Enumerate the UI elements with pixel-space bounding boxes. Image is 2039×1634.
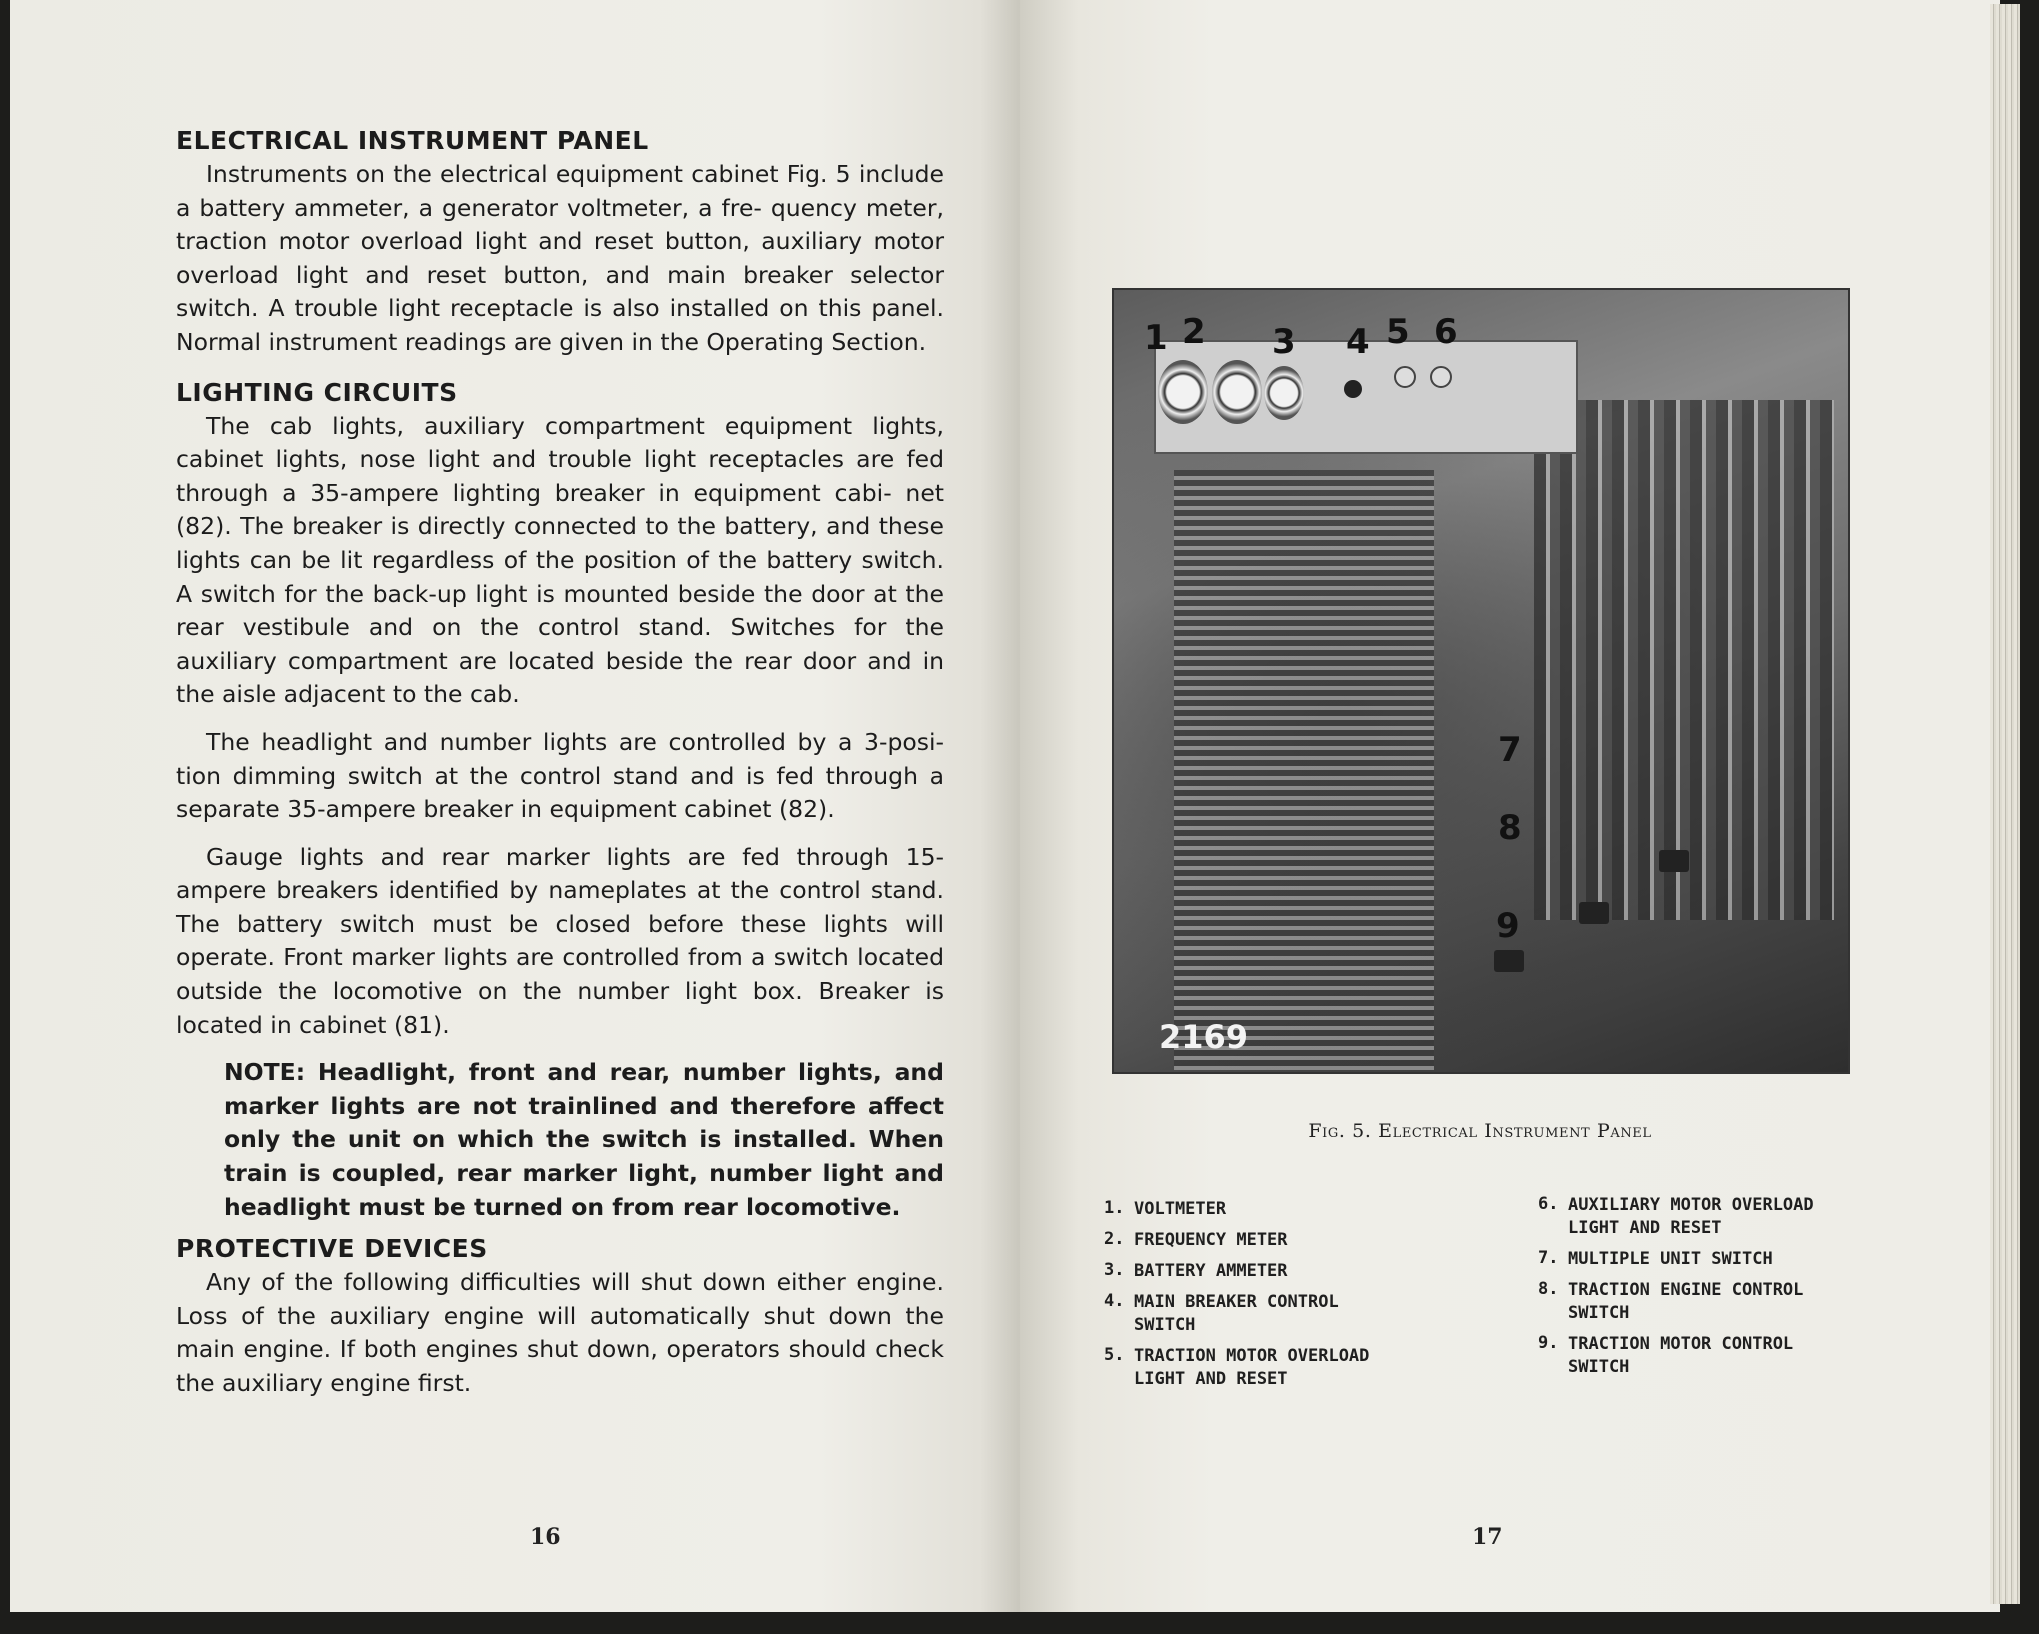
section-paragraph: Any of the following difficulties will shut down either engine. Loss of the auxiliary engine will automatically shut down the main engine. If both engines shut down, operators should check the auxiliary engine first. (176, 1268, 944, 1397)
light-icon (1394, 366, 1416, 388)
legend-label: MULTIPLE UNIT SWITCH (1568, 1249, 1773, 1269)
legend-label: AUXILIARY MOTOR OVERLOAD LIGHT AND RESET (1568, 1195, 1814, 1238)
section-heading: PROTECTIVE DEVICES (176, 1234, 488, 1264)
legend-label: TRACTION MOTOR OVERLOAD LIGHT AND RESET (1134, 1346, 1370, 1389)
legend-item (1104, 1345, 1504, 1391)
legend-label: VOLTMETER (1134, 1199, 1227, 1219)
page-edges (1990, 4, 2020, 1604)
knob-icon (1344, 380, 1362, 398)
section-paragraph: Instruments on the electrical equipment cabinet Fig. 5 include a battery ammeter, a generator voltmeter, a fre- quency meter, traction motor overload light and reset button, auxiliary motor overload light and reset button, and main breaker selector switch. A trouble light receptacle is also installed on this panel. Normal instrument readings are given in the Operating Section. (176, 160, 944, 356)
legend-number: 5. (1104, 1345, 1125, 1365)
legend-label: BATTERY AMMETER (1134, 1261, 1288, 1281)
callout-label: 6 (1434, 312, 1458, 352)
legend-item (1104, 1291, 1504, 1337)
page-number-left: 16 (530, 1524, 561, 1550)
legend-left (1104, 1198, 1504, 1399)
electrical-panel-photo (1112, 288, 1850, 1074)
legend-label: FREQUENCY METER (1134, 1230, 1288, 1250)
figure-caption: Fig. 5. Electrical Instrument Panel (1308, 1120, 1652, 1142)
legend-number: 7. (1538, 1248, 1559, 1268)
legend-item (1538, 1194, 1898, 1240)
photo-detail (1174, 470, 1434, 1070)
switch-icon (1659, 850, 1689, 872)
light-icon (1430, 366, 1452, 388)
legend-number: 6. (1538, 1194, 1559, 1214)
callout-label: 1 (1144, 318, 1168, 358)
legend-item (1104, 1198, 1504, 1221)
callout-label: 2 (1182, 312, 1206, 352)
callout-label: 7 (1498, 730, 1522, 770)
gauge-icon (1158, 360, 1208, 424)
switch-icon (1494, 950, 1524, 972)
photo-detail (1534, 400, 1834, 920)
legend-item (1104, 1229, 1504, 1252)
legend-number: 2. (1104, 1229, 1125, 1249)
section-heading: ELECTRICAL INSTRUMENT PANEL (176, 126, 649, 155)
legend-item (1538, 1279, 1898, 1325)
photo-id: 2169 (1159, 1018, 1249, 1056)
callout-label: 8 (1498, 808, 1522, 848)
page-number-right: 17 (1472, 1524, 1503, 1550)
legend-label: TRACTION ENGINE CONTROL SWITCH (1568, 1280, 1804, 1323)
callout-label: 3 (1272, 322, 1296, 362)
legend-number: 3. (1104, 1260, 1125, 1280)
legend-number: 8. (1538, 1279, 1559, 1299)
legend-label: TRACTION MOTOR CONTROL SWITCH (1568, 1334, 1794, 1377)
callout-label: 5 (1386, 312, 1410, 352)
legend-number: 1. (1104, 1198, 1125, 1218)
section-paragraph: The headlight and number lights are controlled by a 3-posi- tion dimming switch at the control stand and is fed through a separate 35-ampere breaker in equipment cabinet (82). (176, 727, 944, 824)
legend-item (1538, 1248, 1898, 1271)
legend-number: 9. (1538, 1333, 1559, 1353)
gauge-icon (1264, 366, 1304, 420)
legend-right (1538, 1194, 1898, 1387)
legend-number: 4. (1104, 1291, 1125, 1311)
section-heading: LIGHTING CIRCUITS (176, 377, 458, 407)
section-paragraph: Gauge lights and rear marker lights are fed through 15- ampere breakers identified by nameplates at the control stand. The battery switch must be closed before these lights will operate. Front marker lights are controlled from a switch located outside the locomotive on the number light box. Breaker is located in cabinet (81). (176, 842, 944, 1039)
note-paragraph: NOTE: Headlight, front and rear, number lights, and marker lights are not trainlined and therefore affect only the unit on which the switch is installed. When train is coupled, rear marker light, number light and headlight must be turned on from rear locomotive. (224, 1058, 944, 1221)
legend-item (1104, 1260, 1504, 1283)
left-page-text (176, 124, 944, 1401)
callout-label: 4 (1346, 322, 1370, 362)
switch-icon (1579, 902, 1609, 924)
legend-label: MAIN BREAKER CONTROL SWITCH (1134, 1292, 1339, 1335)
legend-item (1538, 1333, 1898, 1379)
callout-label: 9 (1496, 906, 1520, 946)
section-paragraph: The cab lights, auxiliary compartment equipment lights, cabinet lights, nose light and trouble light receptacles are fed through a 35-ampere lighting breaker in equipment cabi- net (82). The breaker is directly connected to the battery, and these lights can be lit regardless of the position of the battery switch. A switch for the back-up light is mounted beside the door at the rear vestibule and on the control stand. Switches for the auxiliary compartment are located beside the rear door and in the aisle adjacent to the cab. (176, 411, 944, 709)
gauge-icon (1212, 360, 1262, 424)
